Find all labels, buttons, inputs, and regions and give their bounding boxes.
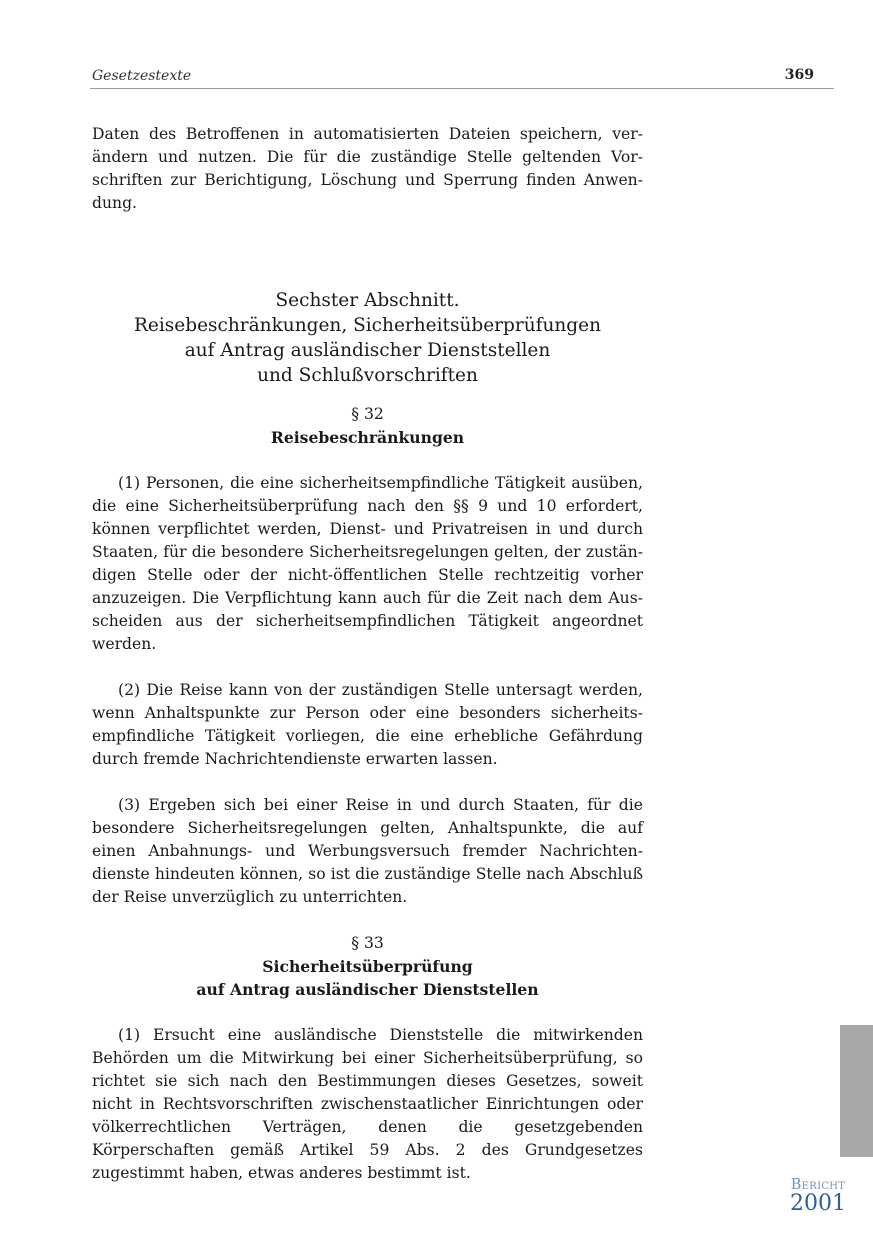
paragraph-33-number: § 33 [351,934,384,952]
header-title: Gesetzestexte [92,68,192,84]
section-heading-line: Sechster Abschnitt. [275,290,460,311]
running-header [90,66,834,89]
section-heading-line: und Schlußvorschriften [257,365,478,386]
paragraph-32-title: Reisebeschränkungen [270,428,465,447]
section-heading-line: Reisebeschränkungen, Sicherheitsüberprüfungen [134,315,601,336]
paragraph-32-item-3: (3) Ergeben sich bei einer Reise in und durch Staaten, für die besondere Sicherheitsregelungen gelten, Anhaltspunkte, die auf einen Anbahnungs- und Werbungsversuch fremder Nachrichtendienste hindeuten können, so ist die zuständige Stelle nach Abschluß der Reise unverzüglich zu unterrichten. [92,796,643,906]
section-heading-line: auf Antrag ausländischer Dienststellen [184,340,551,361]
paragraph-33-title: Sicherheitsüberprüfung [262,957,473,976]
paragraph-32-item-1: (1) Personen, die eine sicherheitsempfindliche Tätigkeit ausüben, die eine Sicherheitsüberprüfung nach den §§ 9 und 10 erfordert, können verpflichtet werden, Dienst- und Privatreisen in und durch Staaten, für die besondere Sicherheitsregelungen gelten, der zuständigen Stelle oder der nicht-öffentlichen Stelle rechtzeitig vorher anzuzeigen. Die Verpflichtung kann auch für die Zeit nach dem Ausscheiden aus der sicherheitsempfindlichen Tätigkeit angeordnet werden. [92,474,643,653]
bericht-2001-logo [778,1178,858,1218]
paragraph-32-number: § 32 [351,405,384,423]
logo-year: 2001 [790,1191,846,1216]
intro-paragraph: Daten des Betroffenen in automatisierten Dateien speichern, verändern und nutzen. Die für die zuständige Stelle geltenden Vorschriften zur Berichtigung, Löschung und Sperrung finden Anwendung. [92,125,643,212]
paragraph-33-item-1: (1) Ersucht eine ausländische Dienststelle die mitwirkenden Behörden um die Mitwirkung bei einer Sicherheitsüberprüfung, so richtet sie sich nach den Bestimmungen dieses Gesetzes, soweit nicht in Rechtsvorschriften zwischenstaatlicher Einrichtungen oder völkerrechtlichen Verträgen, denen die gesetzgebenden Körperschaften gemäß Artikel 59 Abs. 2 des Grundgesetzes zugestimmt haben, etwas anderes bestimmt ist. [92,1026,643,1182]
chapter-tab-marker [840,1025,873,1157]
document-body [92,123,643,1185]
section-heading [92,288,643,388]
logo-word: Bericht [790,1177,846,1193]
page-number: 369 [784,67,814,83]
paragraph-33-subtitle: auf Antrag ausländischer Dienststellen [196,980,539,999]
paragraph-32-item-2: (2) Die Reise kann von der zuständigen Stelle untersagt werden, wenn Anhaltspunkte zur Person oder eine besonders sicherheitsempfindliche Tätigkeit vorliegen, die eine erhebliche Gefährdung durch fremde Nachrichtendienste erwarten lassen. [92,681,643,768]
